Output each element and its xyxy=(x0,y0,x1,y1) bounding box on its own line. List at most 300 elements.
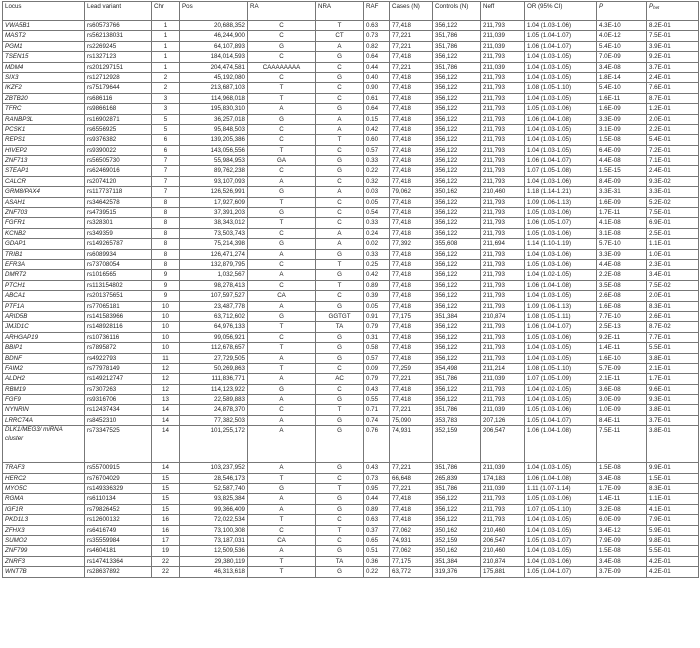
cell-locus: MYO5C xyxy=(3,484,85,494)
header-neff: Neff xyxy=(481,2,525,21)
cell-neff: 211,214 xyxy=(481,363,525,373)
cell-nra: G xyxy=(316,567,364,577)
cell-p: 1.0E-09 xyxy=(597,405,647,415)
cell-ra: A xyxy=(248,301,316,311)
cell-chr: 15 xyxy=(152,494,180,504)
cell-p-het: 5.4E-01 xyxy=(647,135,699,145)
cell-ra: C xyxy=(248,52,316,62)
cell-chr: 2 xyxy=(152,83,180,93)
cell-cases: 63,772 xyxy=(390,567,433,577)
cell-cases: 77,418 xyxy=(390,52,433,62)
cell-nra: TA xyxy=(316,322,364,332)
table-row xyxy=(3,426,699,463)
cell-or: 1.07 (1.05-1.09) xyxy=(525,374,597,384)
table-row xyxy=(3,31,699,41)
cell-controls: 351,786 xyxy=(433,62,481,72)
cell-nra: G xyxy=(316,332,364,342)
cell-locus: PGM1 xyxy=(3,41,85,51)
cell-locus: ZFHX3 xyxy=(3,525,85,535)
cell-cases: 77,392 xyxy=(390,239,433,249)
cell-ra: CAAAAAAAA xyxy=(248,62,316,72)
cell-cases: 77,418 xyxy=(390,156,433,166)
cell-locus: BBIP1 xyxy=(3,343,85,353)
cell-ra: A xyxy=(248,463,316,473)
cell-cases: 77,062 xyxy=(390,546,433,556)
cell-or: 1.08 (1.05-1.11) xyxy=(525,311,597,321)
cell-controls: 351,786 xyxy=(433,374,481,384)
cell-nra: G xyxy=(316,301,364,311)
cell-p: 1.6E-09 xyxy=(597,104,647,114)
cell-pos: 112,678,657 xyxy=(180,343,248,353)
cell-p-het: 8.3E-01 xyxy=(647,301,699,311)
header-chr: Chr xyxy=(152,2,180,21)
cell-controls: 356,122 xyxy=(433,249,481,259)
cell-lead-variant: rs6556925 xyxy=(85,124,152,134)
table-row xyxy=(3,332,699,342)
cell-p: 9.2E-11 xyxy=(597,332,647,342)
cell-p: 3.4E-08 xyxy=(597,473,647,483)
cell-ra: GA xyxy=(248,156,316,166)
table-row xyxy=(3,176,699,186)
cell-p-het: 9.2E-01 xyxy=(647,52,699,62)
cell-lead-variant: rs4922793 xyxy=(85,353,152,363)
cell-ra: T xyxy=(248,473,316,483)
cell-p: 7.9E-09 xyxy=(597,535,647,545)
cell-or: 1.09 (1.06-1.13) xyxy=(525,301,597,311)
cell-p: 1.6E-11 xyxy=(597,93,647,103)
cell-p-het: 8.3E-01 xyxy=(647,484,699,494)
cell-controls: 351,786 xyxy=(433,31,481,41)
cell-nra: C xyxy=(316,176,364,186)
cell-chr: 9 xyxy=(152,270,180,280)
cell-lead-variant: rs349359 xyxy=(85,228,152,238)
cell-neff: 211,793 xyxy=(481,72,525,82)
cell-cases: 77,418 xyxy=(390,83,433,93)
cell-neff: 210,874 xyxy=(481,556,525,566)
cell-nra: C xyxy=(316,93,364,103)
cell-locus: ZNRF3 xyxy=(3,556,85,566)
cell-locus: HIVEP2 xyxy=(3,145,85,155)
cell-neff: 211,039 xyxy=(481,484,525,494)
cell-controls: 353,783 xyxy=(433,415,481,425)
cell-p: 2.1E-11 xyxy=(597,374,647,384)
cell-p: 1.4E-11 xyxy=(597,343,647,353)
cell-pos: 75,214,398 xyxy=(180,239,248,249)
cell-raf: 0.95 xyxy=(364,484,390,494)
cell-locus: MAST2 xyxy=(3,31,85,41)
table-row xyxy=(3,197,699,207)
cell-nra: C xyxy=(316,363,364,373)
cell-or: 1.05 (1.03-1.06) xyxy=(525,494,597,504)
cell-p: 3.6E-08 xyxy=(597,384,647,394)
cell-p: 4.4E-08 xyxy=(597,156,647,166)
cell-p-het: 3.4E-01 xyxy=(647,270,699,280)
cell-chr: 1 xyxy=(152,41,180,51)
cell-pos: 27,729,505 xyxy=(180,353,248,363)
cell-raf: 0.57 xyxy=(364,145,390,155)
cell-chr: 13 xyxy=(152,395,180,405)
cell-cases: 77,175 xyxy=(390,556,433,566)
cell-locus: JMJD1C xyxy=(3,322,85,332)
cell-nra: A xyxy=(316,239,364,249)
cell-neff: 211,793 xyxy=(481,124,525,134)
table-row xyxy=(3,405,699,415)
cell-chr: 8 xyxy=(152,208,180,218)
cell-chr: 8 xyxy=(152,228,180,238)
cell-neff: 210,460 xyxy=(481,546,525,556)
cell-p: 7.7E-10 xyxy=(597,311,647,321)
table-row xyxy=(3,114,699,124)
cell-pos: 101,255,172 xyxy=(180,426,248,463)
cell-pos: 38,343,012 xyxy=(180,218,248,228)
cell-nra: G xyxy=(316,166,364,176)
header-nra: NRA xyxy=(316,2,364,21)
cell-raf: 0.64 xyxy=(364,52,390,62)
cell-ra: G xyxy=(248,114,316,124)
cell-ra: CA xyxy=(248,535,316,545)
cell-ra: A xyxy=(248,176,316,186)
cell-lead-variant: rs9390022 xyxy=(85,145,152,155)
cell-p-het: 9.3E-02 xyxy=(647,176,699,186)
header-cases: Cases (N) xyxy=(390,2,433,21)
cell-neff: 211,039 xyxy=(481,463,525,473)
cell-raf: 0.55 xyxy=(364,395,390,405)
cell-pos: 36,257,018 xyxy=(180,114,248,124)
cell-lead-variant: rs73347525 xyxy=(85,426,152,463)
cell-chr: 7 xyxy=(152,166,180,176)
cell-neff: 211,793 xyxy=(481,218,525,228)
cell-cases: 77,418 xyxy=(390,197,433,207)
cell-neff: 211,793 xyxy=(481,353,525,363)
cell-cases: 77,418 xyxy=(390,21,433,31)
cell-p-het: 2.4E-01 xyxy=(647,166,699,176)
cell-nra: C xyxy=(316,83,364,93)
cell-cases: 77,418 xyxy=(390,384,433,394)
cell-raf: 0.33 xyxy=(364,156,390,166)
cell-lead-variant: rs201297151 xyxy=(85,62,152,72)
cell-controls: 356,122 xyxy=(433,504,481,514)
cell-pos: 132,879,795 xyxy=(180,259,248,269)
cell-chr: 3 xyxy=(152,93,180,103)
cell-p: 7.5E-11 xyxy=(597,426,647,463)
cell-raf: 0.54 xyxy=(364,208,390,218)
cell-cases: 77,418 xyxy=(390,270,433,280)
cell-neff: 211,793 xyxy=(481,322,525,332)
cell-controls: 350,162 xyxy=(433,546,481,556)
cell-locus: ARHGAP19 xyxy=(3,332,85,342)
cell-controls: 319,376 xyxy=(433,567,481,577)
cell-neff: 211,793 xyxy=(481,504,525,514)
cell-nra: T xyxy=(316,525,364,535)
cell-pos: 23,487,778 xyxy=(180,301,248,311)
cell-ra: T xyxy=(248,197,316,207)
cell-pos: 195,830,310 xyxy=(180,104,248,114)
cell-neff: 211,793 xyxy=(481,104,525,114)
cell-nra: G xyxy=(316,270,364,280)
cell-pos: 213,687,103 xyxy=(180,83,248,93)
cell-nra: CT xyxy=(316,31,364,41)
cell-nra: C xyxy=(316,291,364,301)
cell-lead-variant: rs6110134 xyxy=(85,494,152,504)
cell-raf: 0.03 xyxy=(364,187,390,197)
cell-raf: 0.61 xyxy=(364,93,390,103)
cell-chr: 8 xyxy=(152,239,180,249)
cell-raf: 0.40 xyxy=(364,72,390,82)
cell-p-het: 1.1E-01 xyxy=(647,239,699,249)
cell-chr: 14 xyxy=(152,426,180,463)
cell-locus: PTCH1 xyxy=(3,280,85,290)
cell-cases: 77,221 xyxy=(390,31,433,41)
cell-nra: G xyxy=(316,72,364,82)
cell-chr: 17 xyxy=(152,535,180,545)
cell-cases: 77,418 xyxy=(390,395,433,405)
cell-raf: 0.79 xyxy=(364,374,390,384)
cell-chr: 9 xyxy=(152,280,180,290)
cell-neff: 211,793 xyxy=(481,114,525,124)
cell-or: 1.14 (1.10-1.19) xyxy=(525,239,597,249)
cell-lead-variant: rs9376382 xyxy=(85,135,152,145)
cell-nra: A xyxy=(316,41,364,51)
cell-locus: TSEN15 xyxy=(3,52,85,62)
cell-controls: 356,122 xyxy=(433,197,481,207)
cell-controls: 356,122 xyxy=(433,83,481,93)
cell-nra: A xyxy=(316,124,364,134)
cell-cases: 77,175 xyxy=(390,311,433,321)
cell-or: 1.04 (1.03-1.05) xyxy=(525,72,597,82)
cell-cases: 77,418 xyxy=(390,72,433,82)
cell-locus: PCSK1 xyxy=(3,124,85,134)
cell-cases: 79,062 xyxy=(390,187,433,197)
cell-cases: 77,221 xyxy=(390,374,433,384)
cell-locus: DLK1/MEG3/ miRNA cluster xyxy=(3,426,85,463)
cell-neff: 211,793 xyxy=(481,21,525,31)
cell-neff: 211,793 xyxy=(481,259,525,269)
cell-pos: 64,976,133 xyxy=(180,322,248,332)
cell-or: 1.05 (1.04-1.07) xyxy=(525,415,597,425)
cell-p-het: 7.7E-01 xyxy=(647,332,699,342)
cell-cases: 77,418 xyxy=(390,228,433,238)
cell-p-het: 5.5E-01 xyxy=(647,546,699,556)
table-row xyxy=(3,83,699,93)
cell-p: 3.4E-12 xyxy=(597,525,647,535)
cell-neff: 207,126 xyxy=(481,415,525,425)
cell-controls: 355,608 xyxy=(433,239,481,249)
cell-raf: 0.05 xyxy=(364,301,390,311)
cell-neff: 211,039 xyxy=(481,374,525,384)
cell-or: 1.04 (1.03-1.05) xyxy=(525,145,597,155)
cell-pos: 184,014,593 xyxy=(180,52,248,62)
cell-p: 3.7E-09 xyxy=(597,567,647,577)
cell-nra: G xyxy=(316,353,364,363)
gwas-results-table xyxy=(2,1,699,578)
cell-ra: C xyxy=(248,124,316,134)
cell-lead-variant: rs4739515 xyxy=(85,208,152,218)
cell-p-het: 1.0E-01 xyxy=(647,249,699,259)
cell-cases: 77,418 xyxy=(390,93,433,103)
cell-chr: 14 xyxy=(152,463,180,473)
cell-pos: 73,187,031 xyxy=(180,535,248,545)
table-row xyxy=(3,374,699,384)
cell-p-het: 7.5E-02 xyxy=(647,280,699,290)
cell-ra: T xyxy=(248,343,316,353)
cell-controls: 356,122 xyxy=(433,353,481,363)
cell-nra: G xyxy=(316,249,364,259)
cell-or: 1.09 (1.06-1.13) xyxy=(525,197,597,207)
cell-or: 1.06 (1.04-1.08) xyxy=(525,426,597,463)
table-row xyxy=(3,504,699,514)
cell-nra: T xyxy=(316,259,364,269)
cell-controls: 356,122 xyxy=(433,291,481,301)
cell-pos: 126,471,274 xyxy=(180,249,248,259)
cell-neff: 211,039 xyxy=(481,405,525,415)
cell-locus: HERC2 xyxy=(3,473,85,483)
cell-lead-variant: rs147413364 xyxy=(85,556,152,566)
cell-raf: 0.22 xyxy=(364,166,390,176)
cell-lead-variant: rs1327123 xyxy=(85,52,152,62)
cell-cases: 77,418 xyxy=(390,259,433,269)
cell-nra: G xyxy=(316,104,364,114)
table-row xyxy=(3,62,699,72)
cell-lead-variant: rs35559984 xyxy=(85,535,152,545)
cell-controls: 356,122 xyxy=(433,218,481,228)
cell-locus: ZNF703 xyxy=(3,208,85,218)
cell-ra: C xyxy=(248,21,316,31)
cell-neff: 206,547 xyxy=(481,535,525,545)
cell-neff: 211,793 xyxy=(481,291,525,301)
cell-neff: 211,793 xyxy=(481,156,525,166)
cell-p: 1.5E-08 xyxy=(597,135,647,145)
cell-nra: G xyxy=(316,504,364,514)
cell-ra: C xyxy=(248,72,316,82)
cell-pos: 107,597,527 xyxy=(180,291,248,301)
cell-neff: 211,793 xyxy=(481,384,525,394)
cell-controls: 351,384 xyxy=(433,556,481,566)
cell-p: 2.5E-13 xyxy=(597,322,647,332)
cell-nra: G xyxy=(316,343,364,353)
cell-chr: 7 xyxy=(152,156,180,166)
cell-cases: 66,648 xyxy=(390,473,433,483)
cell-pos: 73,100,308 xyxy=(180,525,248,535)
cell-cases: 77,062 xyxy=(390,525,433,535)
cell-p: 3.0E-09 xyxy=(597,395,647,405)
cell-p: 1.8E-14 xyxy=(597,72,647,82)
cell-neff: 211,793 xyxy=(481,249,525,259)
cell-lead-variant: rs62469016 xyxy=(85,166,152,176)
cell-neff: 211,793 xyxy=(481,83,525,93)
cell-neff: 211,793 xyxy=(481,301,525,311)
cell-p: 4.4E-08 xyxy=(597,259,647,269)
table-row xyxy=(3,228,699,238)
cell-lead-variant: rs56505730 xyxy=(85,156,152,166)
header-p-het-sub: het xyxy=(653,5,660,10)
table-row xyxy=(3,259,699,269)
cell-pos: 45,192,080 xyxy=(180,72,248,82)
cell-lead-variant: rs117737118 xyxy=(85,187,152,197)
cell-cases: 77,259 xyxy=(390,363,433,373)
header-lead-variant: Lead variant xyxy=(85,2,152,21)
cell-raf: 0.44 xyxy=(364,494,390,504)
header-row xyxy=(3,2,699,21)
cell-lead-variant: rs4604181 xyxy=(85,546,152,556)
cell-locus: ZBTB20 xyxy=(3,93,85,103)
cell-lead-variant: rs149336329 xyxy=(85,484,152,494)
cell-neff: 174,183 xyxy=(481,473,525,483)
cell-neff: 211,793 xyxy=(481,494,525,504)
cell-ra: T xyxy=(248,145,316,155)
cell-p: 1.6E-09 xyxy=(597,197,647,207)
cell-pos: 139,205,386 xyxy=(180,135,248,145)
table-row xyxy=(3,463,699,473)
cell-locus: CALCR xyxy=(3,176,85,186)
cell-p-het: 3.3E-01 xyxy=(647,187,699,197)
cell-nra: G xyxy=(316,494,364,504)
cell-controls: 351,786 xyxy=(433,463,481,473)
cell-locus: EFR3A xyxy=(3,259,85,269)
header-ra: RA xyxy=(248,2,316,21)
cell-ra: G xyxy=(248,384,316,394)
cell-lead-variant: rs1016565 xyxy=(85,270,152,280)
cell-or: 1.04 (1.03-1.05) xyxy=(525,93,597,103)
cell-cases: 77,418 xyxy=(390,301,433,311)
cell-or: 1.05 (1.04-1.07) xyxy=(525,567,597,577)
cell-pos: 63,712,602 xyxy=(180,311,248,321)
cell-chr: 8 xyxy=(152,197,180,207)
cell-lead-variant: rs28637892 xyxy=(85,567,152,577)
table-row xyxy=(3,21,699,31)
cell-p: 4.1E-08 xyxy=(597,218,647,228)
cell-or: 1.06 (1.04-1.08) xyxy=(525,280,597,290)
cell-chr: 19 xyxy=(152,546,180,556)
cell-neff: 211,793 xyxy=(481,176,525,186)
cell-p: 1.5E-08 xyxy=(597,463,647,473)
cell-pos: 50,269,863 xyxy=(180,363,248,373)
cell-or: 1.06 (1.04-1.07) xyxy=(525,322,597,332)
cell-chr: 16 xyxy=(152,525,180,535)
cell-locus: GDAP1 xyxy=(3,239,85,249)
cell-chr: 15 xyxy=(152,484,180,494)
cell-or: 1.04 (1.03-1.06) xyxy=(525,556,597,566)
table-row xyxy=(3,343,699,353)
cell-neff: 211,793 xyxy=(481,270,525,280)
cell-p: 5.7E-10 xyxy=(597,239,647,249)
cell-p-het: 9.8E-01 xyxy=(647,535,699,545)
cell-cases: 77,418 xyxy=(390,249,433,259)
cell-lead-variant: rs2074120 xyxy=(85,176,152,186)
cell-lead-variant: rs141583966 xyxy=(85,311,152,321)
cell-ra: A xyxy=(248,249,316,259)
cell-or: 1.05 (1.04-1.07) xyxy=(525,31,597,41)
cell-controls: 356,122 xyxy=(433,93,481,103)
cell-lead-variant: rs76704029 xyxy=(85,473,152,483)
cell-p: 5.4E-10 xyxy=(597,83,647,93)
cell-raf: 0.91 xyxy=(364,311,390,321)
cell-p-het: 7.2E-01 xyxy=(647,145,699,155)
cell-locus: PKD1L3 xyxy=(3,515,85,525)
cell-p: 2.2E-08 xyxy=(597,270,647,280)
cell-cases: 77,418 xyxy=(390,104,433,114)
cell-pos: 55,984,953 xyxy=(180,156,248,166)
cell-chr: 12 xyxy=(152,384,180,394)
table-row xyxy=(3,384,699,394)
cell-pos: 89,762,238 xyxy=(180,166,248,176)
cell-locus: ALDH2 xyxy=(3,374,85,384)
table-row xyxy=(3,187,699,197)
cell-ra: A xyxy=(248,353,316,363)
cell-neff: 211,793 xyxy=(481,208,525,218)
cell-nra: T xyxy=(316,280,364,290)
cell-raf: 0.89 xyxy=(364,280,390,290)
cell-pos: 64,107,893 xyxy=(180,41,248,51)
